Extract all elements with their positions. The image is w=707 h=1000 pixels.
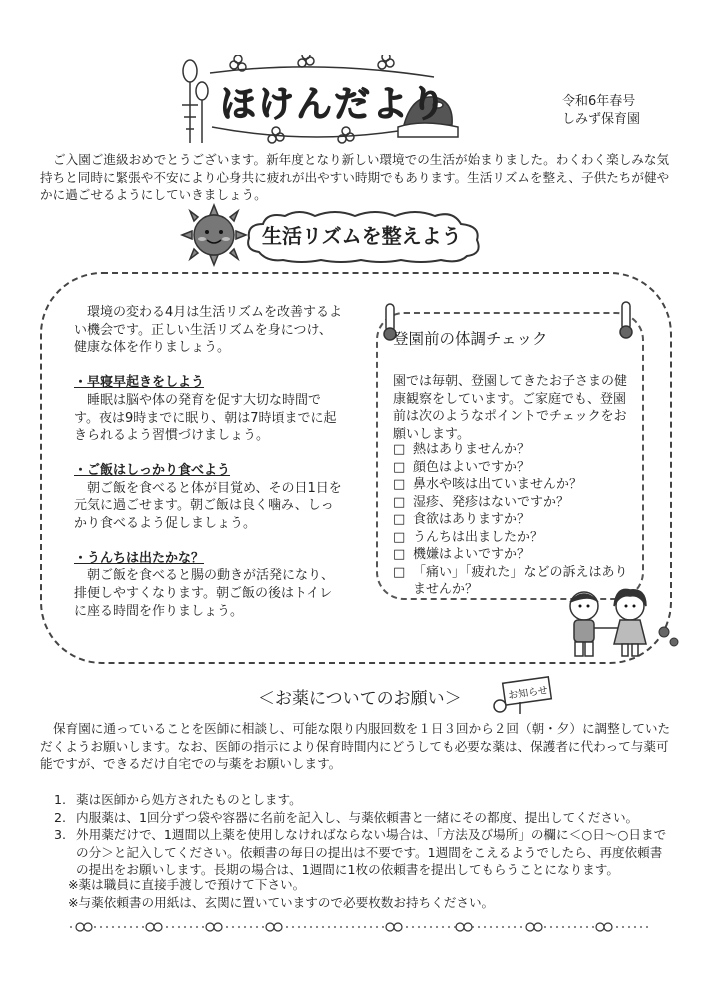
checkbox-icon: □ [393, 547, 406, 562]
section-body: 朝ご飯を食べると腸の動きが活発になり、排便しやすくなります。朝ご飯の後はトイレに座る時間を作りましょう。 [74, 568, 335, 619]
issue-label: 令和6年春号 [562, 94, 636, 109]
checklist-item: □ 食欲はありますか？ [393, 512, 531, 527]
checklist-title: 登園前の体調チェック [393, 330, 548, 348]
notice-sign-label: お知らせ [507, 685, 549, 702]
note-item: ※薬は職員に直接手渡しで預けて下さい。 [68, 877, 306, 892]
note-item: ※与薬依頼書の用紙は、玄関に置いていますので必要枚数お持ちください。 [68, 894, 495, 910]
horsetail-icon [182, 60, 208, 143]
checkbox-icon: □ [393, 494, 406, 510]
rhythm-heading: 生活リズムを整えよう [262, 224, 462, 248]
checkbox-icon: □ [393, 442, 406, 457]
rhythm-lead: 環境の変わる4月は生活リズムを改善するよい機会です。正しい生活リズムを身につけ、健康な体を作りましょう。 [74, 305, 343, 356]
checkbox-icon: □ [393, 529, 406, 545]
sun-icon [178, 203, 250, 267]
checklist-items [393, 441, 633, 599]
checklist-item: □ 機嫌はよいですか？ [393, 547, 531, 562]
checklist-item: □ 湿疹、発疹はないですか？ [393, 494, 570, 510]
checkbox-icon: □ [393, 477, 406, 492]
nursery-name: しみず保育園 [562, 112, 641, 127]
issue-info [562, 93, 640, 129]
page-title: ほけんだより [220, 84, 449, 125]
section-title: ・ご飯はしっかり食べよう [74, 462, 231, 478]
checklist-intro: 園では毎朝、登園してきたお子さまの健康観察をしています。ご家庭でも、登園前は次のようなポイントでチェックをお願いします。 [393, 374, 628, 442]
checklist-item: □ 熱はありませんか？ [393, 442, 531, 457]
checklist-item: □ うんちは出ましたか？ [393, 529, 544, 545]
checklist-item: □ 鼻水や咳は出ていませんか？ [393, 477, 583, 492]
medicine-rules [54, 791, 674, 879]
section-title: ・うんちは出たかな？ [74, 550, 205, 566]
medicine-intro: 保育園に通っていることを医師に相談し、可能な限り内服回数を１日３回から２回（朝・夕）に調整していただくようお願いします。なお、医師の指示により保育時間内にどうしても必要な薬は、保護者に代わって与薬可能ですが、できるだけ自宅での与薬をお願いします。 [40, 721, 671, 771]
checklist-item: □ 「痛い」「疲れた」などの訴えはありませんか？ [393, 564, 628, 597]
checkbox-icon: □ [393, 459, 406, 475]
rhythm-content [74, 304, 344, 621]
children-icon [556, 586, 680, 664]
list-item: 1. 薬は医師から処方されたものとします。 [54, 792, 302, 807]
intro-paragraph: ご入園ご進級おめでとうございます。新年度となり新しい環境での生活が始まりました。わくわく楽しみな気持ちと同時に緊張や不安により心身共に疲れが出やすい時期でもあります。生活リズムを整え、子供たちが健やかに過ごせるようにしていきましょう。 [40, 152, 670, 202]
section-body: 睡眠は脳や体の発育を促す大切な時間です。夜は9時までに眠り、朝は7時頃までに起きられるよう習慣づけましょう。 [74, 392, 337, 444]
medicine-notes [68, 876, 678, 911]
checkbox-icon: □ [393, 564, 406, 580]
footer-border [70, 915, 650, 939]
checklist-item: □ 顔色はよいですか？ [393, 459, 531, 475]
thermometer-icon [616, 300, 636, 340]
section-title: ・早寝早起きをしよう [74, 375, 205, 391]
list-item: 2. 内服薬は、1回分ずつ袋や容器に名前を記入し、与薬依頼書と一緒にその都度、提出してください。 [54, 809, 639, 825]
checkbox-icon: □ [393, 512, 406, 527]
section-body: 朝ご飯を食べると体が目覚め、その日1日を元気に過ごせます。朝ご飯は良く噛み、しっかり食べるよう促しましょう。 [74, 480, 342, 532]
list-item: 3. 外用薬だけで、1週間以上薬を使用しなければならない場合は、「方法及び場所」の欄に＜○日～○日までの分＞と記入してください。依頼書の毎日の提出は不要です。1週間をこえるようでしたら、再度依頼書の提出をお願いします。長期の場合は、1週間に1枚の依頼書を提出してもらうことになります。 [54, 827, 667, 877]
medicine-heading: ＜お薬についてのお願い＞ [258, 689, 462, 709]
